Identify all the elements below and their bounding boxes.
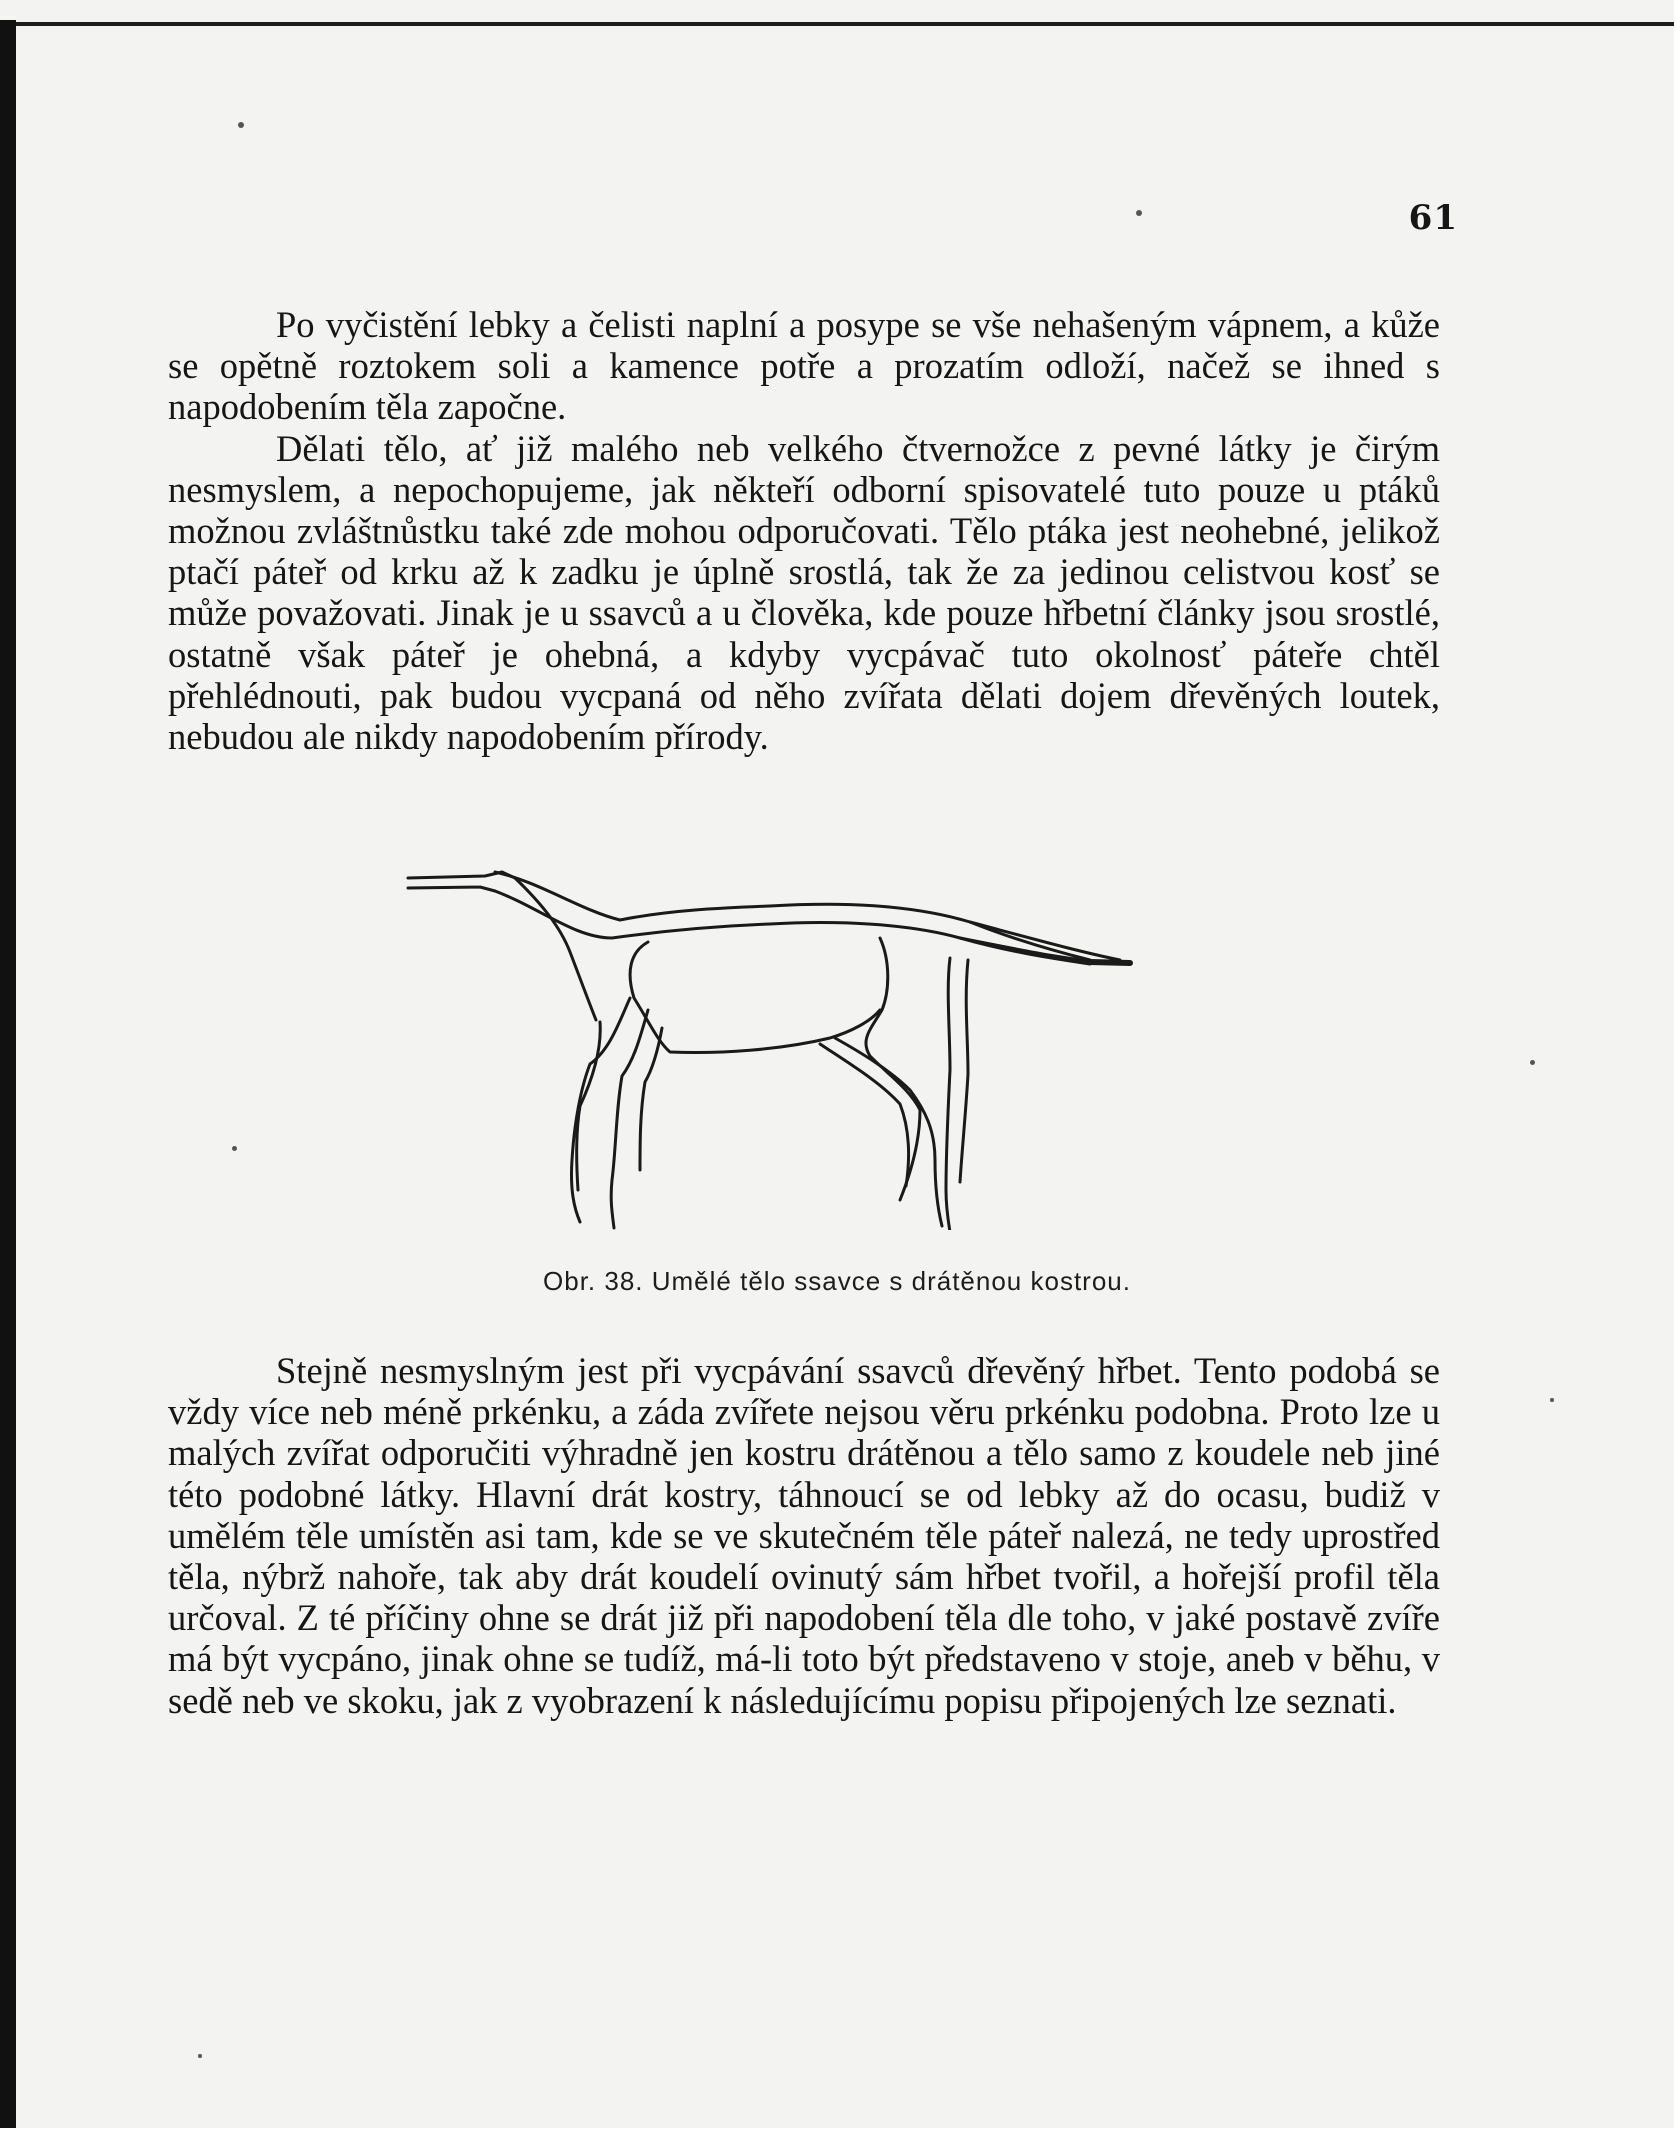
head-wire [408,872,515,891]
text-block-bottom [168,1350,1440,1721]
hind-leg-back [946,958,950,1230]
front-leg-back [577,1022,601,1190]
dust-speck [232,1146,237,1151]
scan-bottom-margin [0,2128,1674,2146]
hind-leg-1 [866,938,920,1200]
scan-top-edge [10,22,1674,26]
belly-line [630,942,880,1052]
dust-speck [1530,1060,1535,1065]
front-leg-3 [640,1028,662,1170]
dust-speck [198,2054,202,2058]
paragraph: Stejně nesmyslným jest při vycpávání ssavců dřevěný hřbet. Tento podobá se vždy více neb méně prkénku, a záda zvířete nejsou věru prkénku podobna. Proto lze u malých zvířat odporučiti výhradně jen kostru drátěnou a tělo samo z koudele neb jiné této podobné látky. Hlavní drát kostry, táhnoucí se od lebky až do ocasu, budiž v umělém těle umístěn asi tam, kde se ve skutečném těle páteř nalezá, ne tedy uprostřed těla, nýbrž nahoře, tak aby drát koudelí ovinutý sám hřbet tvořil, a hořejší profil těla určoval. Z té příčiny ohne se drát již při napodobení těla dle toho, v jaké postavě zvíře má být vycpáno, jinak ohne se tudíž, má-li toto být představeno v stoje, aneb v běhu, v sedě neb ve skoku, jak z vyobrazení k následujícímu popisu připojených lze seznati. [168,1350,1440,1721]
paragraph: Dělati tělo, ať již malého neb velkého čtvernožce z pevné látky je čirým nesmyslem, a nepochopujeme, jak někteří odborní spisovatelé tuto pouze u ptáků možnou zvláštnůstku také zde mohou odporučovati. Tělo ptáka jest neohebné, jelikož ptačí páteř od krku až k zadku je úplně srostlá, tak že za jedinou celistvou kosť se může považovati. Jinak je u ssavců a u člověka, kde pouze hřbetní články jsou srostlé, ostatně však páteř je ohebná, a kdyby vycpávač tuto okolnosť páteře chtěl přehlédnouti, pak budou vycpaná od něho zvířata dělati dojem dřevěných loutek, nebudou ale nikdy napodobením přírody. [168,427,1440,758]
tail-tip [1090,962,1130,963]
mammal-wire-body-illustration [390,860,1270,1230]
dust-speck [1136,210,1142,216]
figure-caption-text: Umělé tělo ssavce s drátěnou kostrou. [651,1266,1131,1296]
paragraph: Po vyčistění lebky a čelisti naplní a posype se vše nehašeným vápnem, a kůže se opětně roztokem soli a kamence potře a prozatím odloží, načež se ihned s napodobením těla započne. [168,304,1440,428]
back-contour-lower [495,891,1090,964]
hind-leg-3 [820,1044,908,1186]
figure-caption [300,1266,1374,1297]
dust-speck [238,122,244,128]
neck-wire [515,878,596,1020]
dust-speck [1550,1398,1554,1402]
figure-wire-skeleton [390,860,1270,1230]
scan-left-edge [0,20,16,2130]
hind-leg-front [960,960,968,1182]
page-number: 61 [1408,198,1458,238]
text-block-top [168,304,1440,757]
figure-label: Obr. 38. [543,1266,644,1296]
